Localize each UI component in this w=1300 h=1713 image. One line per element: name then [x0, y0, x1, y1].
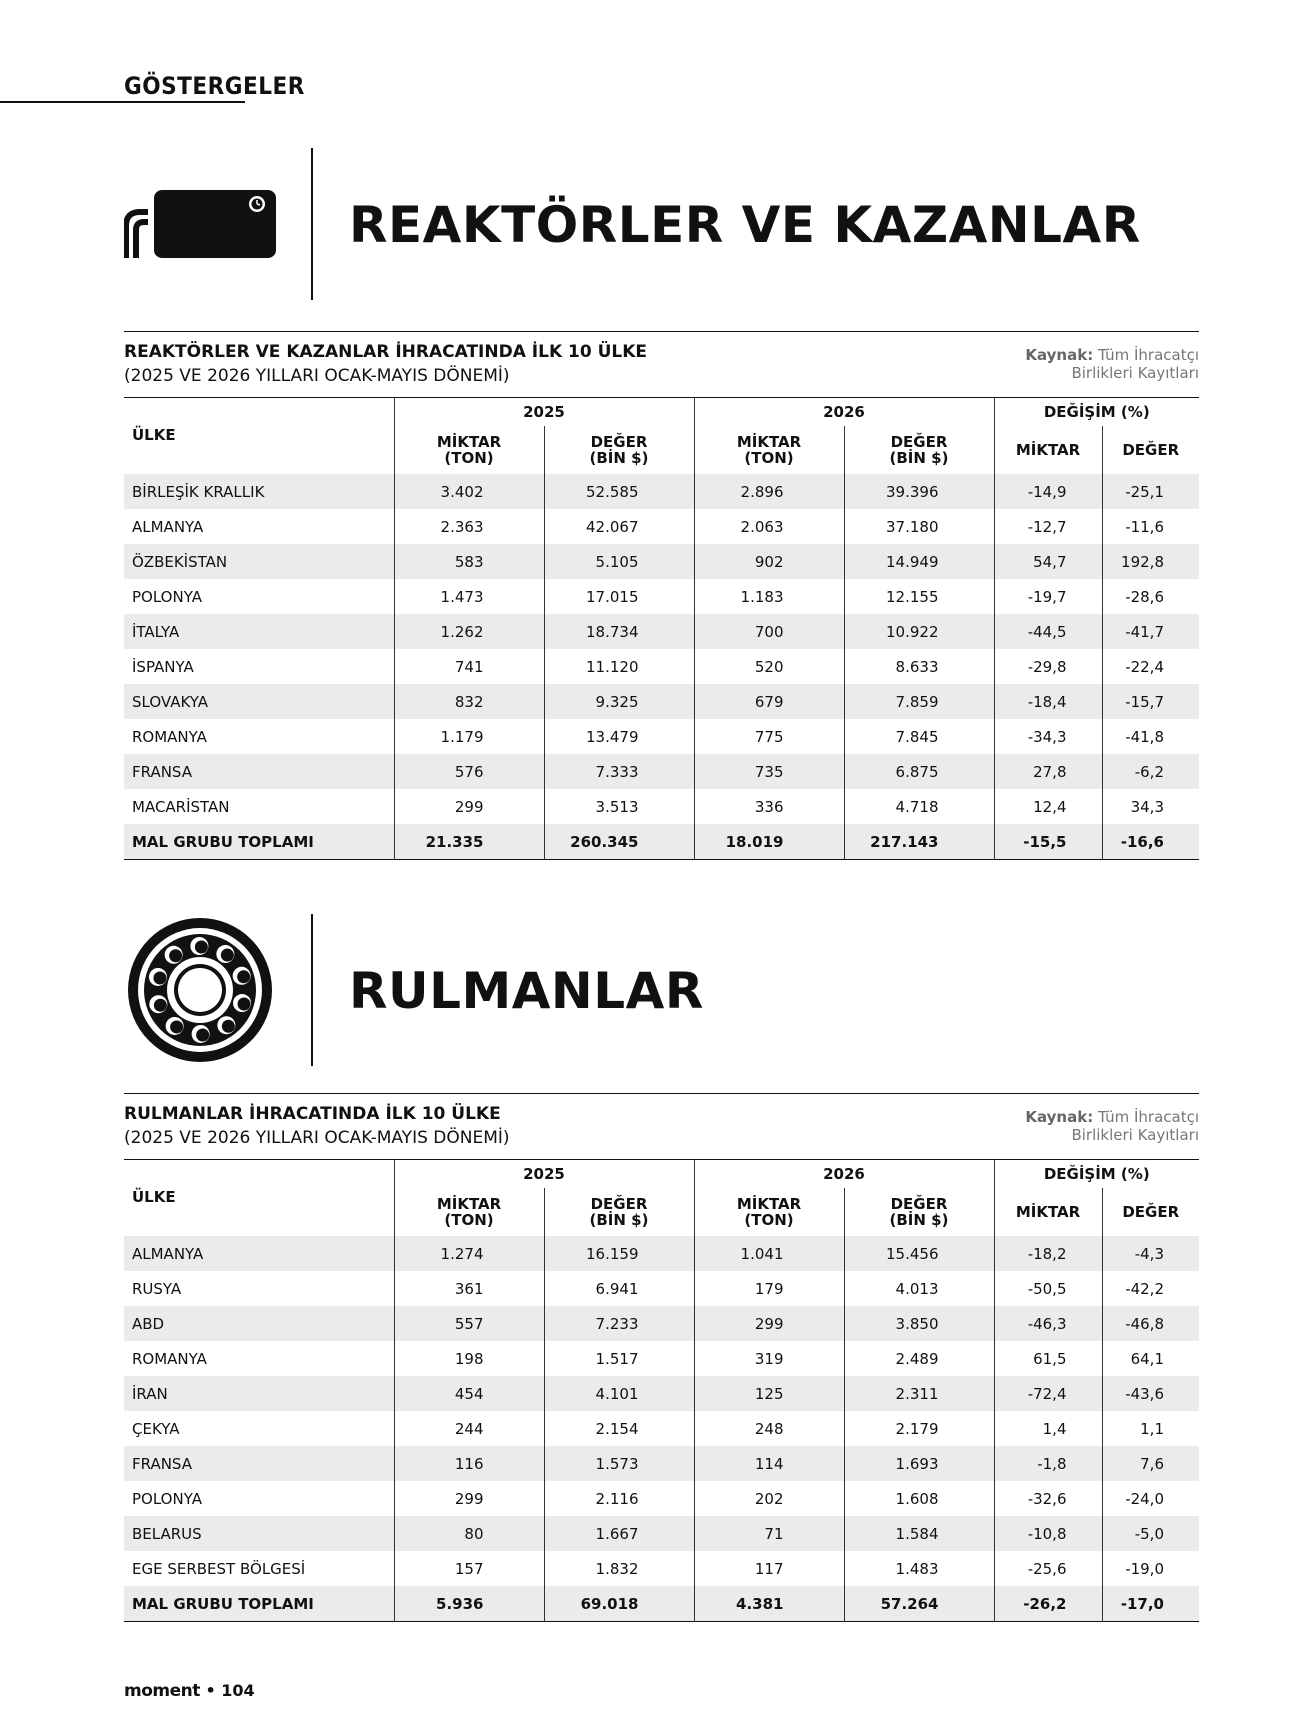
col-header-miktar-2025: MİKTAR (TON): [394, 1188, 544, 1236]
value-cell: 3.850: [844, 1306, 994, 1341]
table-subtitle: (2025 VE 2026 YILLARI OCAK-MAYIS DÖNEMİ): [124, 1128, 510, 1148]
value-cell: -32,6: [994, 1481, 1102, 1516]
source-line1: Tüm İhracatçı: [1097, 1108, 1199, 1126]
value-cell: 69.018: [544, 1586, 694, 1622]
country-cell: İRAN: [124, 1376, 394, 1411]
value-cell: -19,7: [994, 579, 1102, 614]
value-cell: 299: [394, 1481, 544, 1516]
country-cell: BİRLEŞİK KRALLIK: [124, 474, 394, 509]
value-cell: -15,7: [1102, 684, 1199, 719]
value-cell: -4,3: [1102, 1236, 1199, 1271]
table-row: [124, 1236, 1199, 1271]
value-cell: 5.936: [394, 1586, 544, 1622]
value-cell: 16.159: [544, 1236, 694, 1271]
value-cell: 116: [394, 1446, 544, 1481]
country-cell: İSPANYA: [132, 657, 194, 676]
value-cell: -34,3: [994, 719, 1102, 754]
value-cell: 39.396: [844, 474, 994, 509]
hero-divider: [311, 148, 313, 300]
value-cell: 202: [694, 1481, 844, 1516]
col-header-2026: 2026: [694, 1160, 994, 1189]
value-cell: 576: [394, 754, 544, 789]
source-note: [1025, 346, 1199, 382]
value-cell: 1.473: [394, 579, 544, 614]
value-cell: 2.116: [544, 1481, 694, 1516]
bearing-icon: [124, 914, 276, 1066]
value-cell: 735: [694, 754, 844, 789]
value-cell: 2.896: [694, 474, 844, 509]
value-cell: 4.381: [694, 1586, 844, 1622]
table-subtitle: (2025 VE 2026 YILLARI OCAK-MAYIS DÖNEMİ): [124, 366, 510, 386]
country-cell: ROMANYA: [132, 727, 207, 746]
value-cell: 8.633: [844, 649, 994, 684]
brand-logo: moment: [124, 1681, 200, 1701]
value-cell: 217.143: [844, 824, 994, 860]
value-cell: -25,1: [1102, 474, 1199, 509]
col-header-change-deger: DEĞER: [1102, 1188, 1199, 1236]
table-row: [124, 474, 1199, 509]
value-cell: 7,6: [1102, 1446, 1199, 1481]
value-cell: 2.154: [544, 1411, 694, 1446]
col-header-miktar-2026: MİKTAR (TON): [694, 426, 844, 474]
value-cell: 832: [394, 684, 544, 719]
table-row: [124, 1446, 1199, 1481]
value-cell: 7.333: [544, 754, 694, 789]
value-cell: 1.183: [694, 579, 844, 614]
col-header-change-miktar: MİKTAR: [994, 426, 1102, 474]
table-total-row: [124, 824, 1199, 860]
value-cell: -26,2: [994, 1586, 1102, 1622]
country-cell: POLONYA: [132, 1489, 202, 1508]
value-cell: 11.120: [544, 649, 694, 684]
value-cell: 125: [694, 1376, 844, 1411]
value-cell: 1.179: [394, 719, 544, 754]
table-row: [124, 579, 1199, 614]
table-row: [124, 1341, 1199, 1376]
value-cell: -19,0: [1102, 1551, 1199, 1586]
table-row: [124, 754, 1199, 789]
value-cell: 2.311: [844, 1376, 994, 1411]
country-cell: RUSYA: [132, 1279, 182, 1298]
col-header-deger-2026: DEĞER (BİN $): [844, 1188, 994, 1236]
value-cell: -17,0: [1102, 1586, 1199, 1622]
value-cell: -5,0: [1102, 1516, 1199, 1551]
value-cell: 13.479: [544, 719, 694, 754]
table-row: [124, 544, 1199, 579]
table-row: [124, 649, 1199, 684]
value-cell: 700: [694, 614, 844, 649]
value-cell: 741: [394, 649, 544, 684]
section-title: RULMANLAR: [349, 962, 704, 1020]
table-header-block: [124, 331, 1199, 384]
section-tag: GÖSTERGELER: [124, 72, 305, 100]
value-cell: -41,7: [1102, 614, 1199, 649]
value-cell: 9.325: [544, 684, 694, 719]
value-cell: 71: [694, 1516, 844, 1551]
value-cell: -46,3: [994, 1306, 1102, 1341]
value-cell: -44,5: [994, 614, 1102, 649]
value-cell: 1.483: [844, 1551, 994, 1586]
table-header-block: [124, 1093, 1199, 1146]
value-cell: 42.067: [544, 509, 694, 544]
value-cell: 2.489: [844, 1341, 994, 1376]
value-cell: 244: [394, 1411, 544, 1446]
value-cell: -11,6: [1102, 509, 1199, 544]
col-header-deger-2026: DEĞER (BİN $): [844, 426, 994, 474]
value-cell: 2.179: [844, 1411, 994, 1446]
col-header-change: DEĞİŞİM (%): [994, 398, 1199, 427]
value-cell: -14,9: [994, 474, 1102, 509]
country-cell: SLOVAKYA: [124, 684, 394, 719]
source-line2: Birlikleri Kayıtları: [1071, 364, 1199, 382]
table-row: [124, 789, 1199, 824]
value-cell: 520: [694, 649, 844, 684]
source-label: Kaynak:: [1025, 1108, 1094, 1126]
value-cell: 557: [394, 1306, 544, 1341]
value-cell: 6.875: [844, 754, 994, 789]
value-cell: 299: [694, 1306, 844, 1341]
col-header-2025: 2025: [394, 398, 694, 427]
value-cell: 52.585: [544, 474, 694, 509]
col-header-change-deger: DEĞER: [1102, 426, 1199, 474]
value-cell: -42,2: [1102, 1271, 1199, 1306]
value-cell: -22,4: [1102, 649, 1199, 684]
col-header-miktar-2025: MİKTAR (TON): [394, 426, 544, 474]
source-line2: Birlikleri Kayıtları: [1071, 1126, 1199, 1144]
value-cell: 7.845: [844, 719, 994, 754]
value-cell: 18.734: [544, 614, 694, 649]
value-cell: -24,0: [1102, 1481, 1199, 1516]
col-header-2026: 2026: [694, 398, 994, 427]
page-number: • 104: [205, 1681, 255, 1700]
value-cell: 117: [694, 1551, 844, 1586]
value-cell: 1,4: [994, 1411, 1102, 1446]
value-cell: 1.667: [544, 1516, 694, 1551]
value-cell: 361: [394, 1271, 544, 1306]
value-cell: 1.832: [544, 1551, 694, 1586]
value-cell: 6.941: [544, 1271, 694, 1306]
value-cell: -16,6: [1102, 824, 1199, 860]
value-cell: 179: [694, 1271, 844, 1306]
value-cell: 64,1: [1102, 1341, 1199, 1376]
value-cell: 4.013: [844, 1271, 994, 1306]
value-cell: -18,2: [994, 1236, 1102, 1271]
data-table: [124, 1159, 1199, 1622]
table-row: [124, 614, 1199, 649]
value-cell: 34,3: [1102, 789, 1199, 824]
source-label: Kaynak:: [1025, 346, 1094, 364]
table-row: [124, 684, 1199, 719]
value-cell: -50,5: [994, 1271, 1102, 1306]
country-cell: MAL GRUBU TOPLAMI: [124, 824, 394, 860]
country-cell: MAL GRUBU TOPLAMI: [124, 1586, 394, 1622]
value-cell: -15,5: [994, 824, 1102, 860]
value-cell: 1.041: [694, 1236, 844, 1271]
value-cell: 12.155: [844, 579, 994, 614]
country-cell: FRANSA: [124, 1446, 394, 1481]
value-cell: 299: [394, 789, 544, 824]
value-cell: 454: [394, 1376, 544, 1411]
value-cell: 902: [694, 544, 844, 579]
value-cell: 14.949: [844, 544, 994, 579]
table-row: [124, 1516, 1199, 1551]
value-cell: 54,7: [994, 544, 1102, 579]
country-cell: İTALYA: [124, 614, 394, 649]
value-cell: 1.573: [544, 1446, 694, 1481]
value-cell: -10,8: [994, 1516, 1102, 1551]
col-header-change: DEĞİŞİM (%): [994, 1160, 1199, 1189]
value-cell: -28,6: [1102, 579, 1199, 614]
country-cell: ÖZBEKİSTAN: [124, 544, 394, 579]
value-cell: 3.402: [394, 474, 544, 509]
value-cell: 1.262: [394, 614, 544, 649]
value-cell: 114: [694, 1446, 844, 1481]
table-row: [124, 1411, 1199, 1446]
value-cell: -46,8: [1102, 1306, 1199, 1341]
country-cell: ALMANYA: [132, 517, 204, 536]
col-header-country: ÜLKE: [124, 1160, 394, 1237]
source-note: [1025, 1108, 1199, 1144]
table-title: REAKTÖRLER VE KAZANLAR İHRACATINDA İLK 10 ÜLKE: [124, 342, 648, 362]
value-cell: 1.693: [844, 1446, 994, 1481]
value-cell: -6,2: [1102, 754, 1199, 789]
value-cell: 260.345: [544, 824, 694, 860]
value-cell: -41,8: [1102, 719, 1199, 754]
col-header-miktar-2026: MİKTAR (TON): [694, 1188, 844, 1236]
value-cell: 157: [394, 1551, 544, 1586]
section-hero-bearings: [124, 914, 1199, 1066]
value-cell: 583: [394, 544, 544, 579]
source-line1: Tüm İhracatçı: [1097, 346, 1199, 364]
table-row: [124, 1376, 1199, 1411]
value-cell: 2.063: [694, 509, 844, 544]
value-cell: 1.608: [844, 1481, 994, 1516]
value-cell: -43,6: [1102, 1376, 1199, 1411]
value-cell: 4.101: [544, 1376, 694, 1411]
col-header-deger-2025: DEĞER (BİN $): [544, 426, 694, 474]
value-cell: 10.922: [844, 614, 994, 649]
country-cell: BELARUS: [124, 1516, 394, 1551]
section-tag-underline: [0, 101, 245, 103]
value-cell: 248: [694, 1411, 844, 1446]
hero-divider: [311, 914, 313, 1066]
country-cell: EGE SERBEST BÖLGESİ: [132, 1559, 306, 1578]
country-cell: MACARİSTAN: [132, 797, 230, 816]
col-header-2025: 2025: [394, 1160, 694, 1189]
table-row: [124, 1551, 1199, 1586]
value-cell: 21.335: [394, 824, 544, 860]
country-cell: ROMANYA: [132, 1349, 207, 1368]
table-row: [124, 1271, 1199, 1306]
value-cell: 775: [694, 719, 844, 754]
value-cell: -18,4: [994, 684, 1102, 719]
value-cell: 198: [394, 1341, 544, 1376]
value-cell: -12,7: [994, 509, 1102, 544]
table-row: [124, 509, 1199, 544]
value-cell: 2.363: [394, 509, 544, 544]
value-cell: 17.015: [544, 579, 694, 614]
value-cell: 319: [694, 1341, 844, 1376]
value-cell: 12,4: [994, 789, 1102, 824]
country-cell: POLONYA: [132, 587, 202, 606]
value-cell: 27,8: [994, 754, 1102, 789]
value-cell: 1.517: [544, 1341, 694, 1376]
country-cell: FRANSA: [124, 754, 394, 789]
table-title: RULMANLAR İHRACATINDA İLK 10 ÜLKE: [124, 1104, 501, 1124]
boiler-icon: [124, 148, 276, 300]
country-cell: ÇEKYA: [132, 1419, 180, 1438]
value-cell: 336: [694, 789, 844, 824]
section-hero-reactors: [124, 148, 1199, 300]
value-cell: -1,8: [994, 1446, 1102, 1481]
value-cell: 192,8: [1102, 544, 1199, 579]
country-cell: ABD: [124, 1306, 394, 1341]
value-cell: 1.584: [844, 1516, 994, 1551]
value-cell: 18.019: [694, 824, 844, 860]
table-row: [124, 1306, 1199, 1341]
value-cell: 15.456: [844, 1236, 994, 1271]
col-header-change-miktar: MİKTAR: [994, 1188, 1102, 1236]
value-cell: 7.233: [544, 1306, 694, 1341]
value-cell: 57.264: [844, 1586, 994, 1622]
value-cell: -72,4: [994, 1376, 1102, 1411]
value-cell: 679: [694, 684, 844, 719]
value-cell: 80: [394, 1516, 544, 1551]
country-cell: ALMANYA: [124, 1236, 394, 1271]
table-total-row: [124, 1586, 1199, 1622]
section-title: REAKTÖRLER VE KAZANLAR: [349, 196, 1141, 254]
page-footer: [124, 1681, 255, 1701]
value-cell: -29,8: [994, 649, 1102, 684]
table-row: [124, 719, 1199, 754]
col-header-deger-2025: DEĞER (BİN $): [544, 1188, 694, 1236]
value-cell: 4.718: [844, 789, 994, 824]
value-cell: 61,5: [994, 1341, 1102, 1376]
value-cell: 5.105: [544, 544, 694, 579]
value-cell: 7.859: [844, 684, 994, 719]
value-cell: 37.180: [844, 509, 994, 544]
col-header-country: ÜLKE: [124, 398, 394, 475]
value-cell: 1.274: [394, 1236, 544, 1271]
value-cell: -25,6: [994, 1551, 1102, 1586]
value-cell: 1,1: [1102, 1411, 1199, 1446]
value-cell: 3.513: [544, 789, 694, 824]
data-table: [124, 397, 1199, 860]
table-row: [124, 1481, 1199, 1516]
